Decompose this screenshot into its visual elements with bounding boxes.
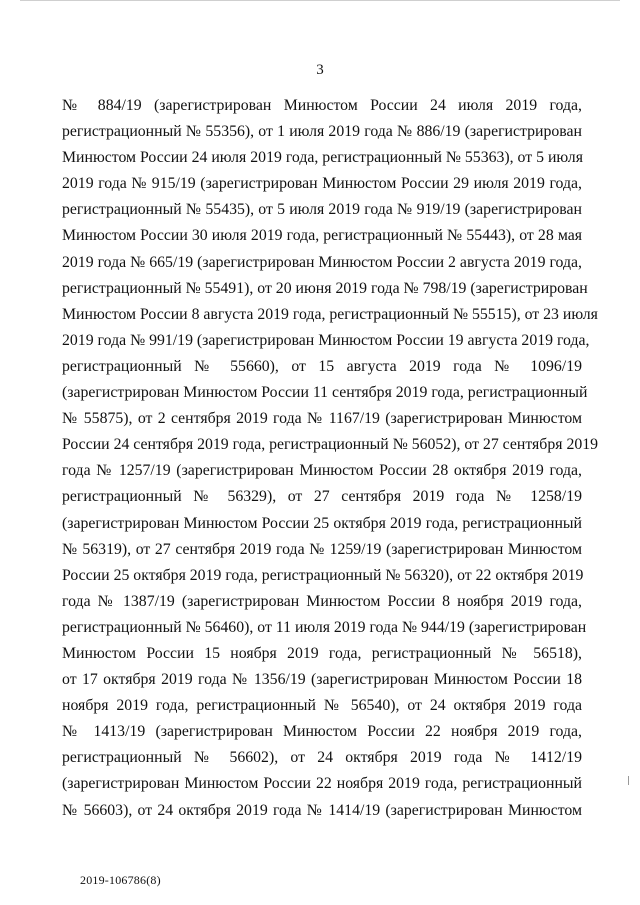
body-line: России 25 октября 2019 года, регистрационный № 56320), от 22 октября 2019 [62,566,584,584]
body-line: Минюстом России 30 июля 2019 года, регистрационный № 55443), от 28 мая [62,227,582,245]
body-line: № 56603), от 24 октября 2019 года № 1414/19 (зарегистрирован Минюстом [62,801,582,819]
body-line: № 55875), от 2 сентября 2019 года № 1167/19 (зарегистрирован Минюстом [62,410,582,428]
body-line: (зарегистрирован Минюстом России 25 октября 2019 года, регистрационный [62,514,582,532]
body-line: Минюстом России 24 июля 2019 года, регистрационный № 55363), от 5 июля [62,149,583,167]
body-line: Минюстом России 15 ноября 2019 года, регистрационный № 56518), [62,644,582,662]
scan-edge-mark [628,776,629,785]
body-line: (зарегистрирован Минюстом России 22 ноября 2019 года, регистрационный [62,775,582,793]
document-code: 2019-106786(8) [80,873,161,887]
body-line: года № 1387/19 (зарегистрирован Минюстом России 8 ноября 2019 года, [62,592,582,610]
body-line: № 884/19 (зарегистрирован Минюстом России 24 июля 2019 года, [62,97,582,114]
body-line: регистрационный № 55435), от 5 июля 2019 года № 919/19 (зарегистрирован [62,201,582,219]
body-line: регистрационный № 56460), от 11 июля 2019 года № 944/19 (зарегистрирован [62,618,587,636]
body-line: года № 1257/19 (зарегистрирован Минюстом России 28 октября 2019 года, [62,462,582,480]
body-line: 2019 года № 665/19 (зарегистрирован Минюстом России 2 августа 2019 года, [62,253,582,271]
body-text [62,93,599,824]
body-line: регистрационный № 55356), от 1 июля 2019 года № 886/19 (зарегистрирован [62,123,582,141]
body-line: Минюстом России 8 августа 2019 года, регистрационный № 55515), от 23 июля [62,305,598,323]
top-rule [20,0,620,1]
body-line: от 17 октября 2019 года № 1356/19 (зарегистрирован Минюстом России 18 [62,671,582,689]
body-line: № 56319), от 27 сентября 2019 года № 1259/19 (зарегистрирован Минюстом [62,540,582,558]
body-line: № 1413/19 (зарегистрирован Минюстом России 22 ноября 2019 года, [62,723,582,741]
body-line: России 24 сентября 2019 года, регистрационный № 56052), от 27 сентября 2019 [62,436,599,454]
body-line: (зарегистрирован Минюстом России 11 сентября 2019 года, регистрационный [62,384,588,402]
body-line: регистрационный № 56602), от 24 октября 2019 года № 1412/19 [62,749,582,767]
body-line: регистрационный № 55660), от 15 августа 2019 года № 1096/19 [62,357,582,375]
page-number: 3 [316,62,324,78]
body-line: регистрационный № 55491), от 20 июня 2019 года № 798/19 (зарегистрирован [62,279,588,297]
body-line: ноября 2019 года, регистрационный № 56540), от 24 октября 2019 года [62,697,582,715]
body-line: 2019 года № 991/19 (зарегистрирован Минюстом России 19 августа 2019 года, [62,331,590,349]
body-line: 2019 года № 915/19 (зарегистрирован Минюстом России 29 июля 2019 года, [62,175,582,193]
body-line: регистрационный № 56329), от 27 сентября 2019 года № 1258/19 [62,488,582,506]
